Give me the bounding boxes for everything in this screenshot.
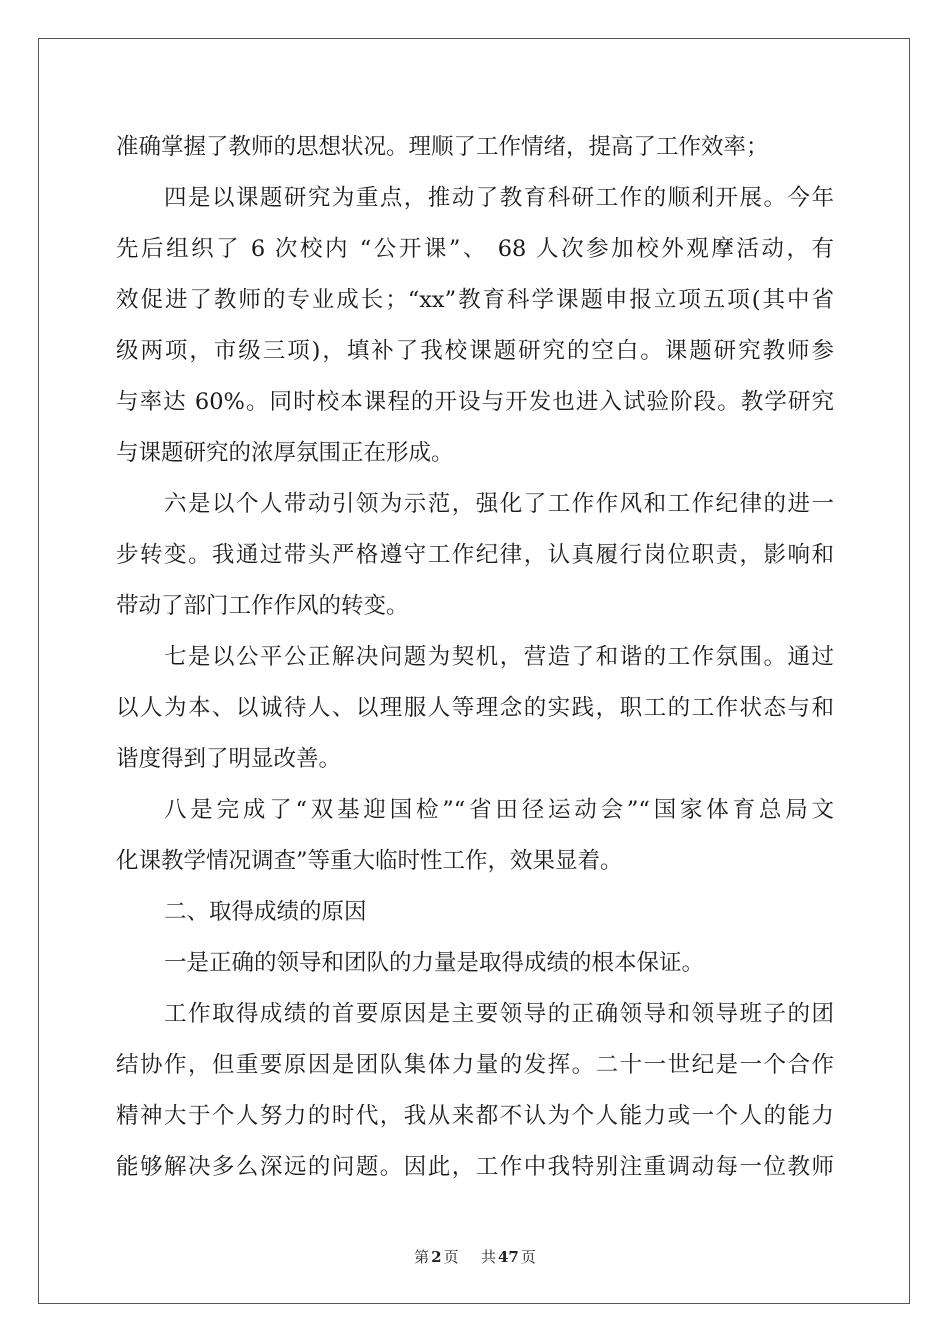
text-line: 级两项，市级三项)，填补了我校课题研究的空白。课题研究教师参 <box>116 338 834 364</box>
text-line: 以人为本、以诚待人、以理服人等理念的实践，职工的工作状态与和 <box>116 695 834 721</box>
text-line: 八是完成了“双基迎国检”“省田径运动会”“国家体育总局文 <box>164 797 834 823</box>
text-line: 精神大于个人努力的时代，我从来都不认为个人能力或一个人的能力 <box>116 1103 834 1129</box>
section-heading: 二、取得成绩的原因 <box>164 899 367 925</box>
text-line: 带动了部门工作作风的转变。 <box>116 593 409 619</box>
text-line: 结协作，但重要原因是团队集体力量的发挥。二十一世纪是一个合作 <box>116 1052 834 1078</box>
text-line: 七是以公平公正解决问题为契机，营造了和谐的工作氛围。通过 <box>164 644 834 670</box>
text-line: 步转变。我通过带头严格遵守工作纪律，认真履行岗位职责，影响和 <box>116 542 834 568</box>
page-number: 第 2 页 <box>414 1248 459 1266</box>
text-line: 四是以课题研究为重点，推动了教育科研工作的顺利开展。今年 <box>164 185 834 211</box>
document-body <box>116 122 834 1193</box>
text-line: 谐度得到了明显改善。 <box>116 746 342 772</box>
text-line: 工作取得成绩的首要原因是主要领导的正确领导和领导班子的团 <box>164 1001 834 1027</box>
text-line: 与课题研究的浓厚氛围正在形成。 <box>116 440 454 466</box>
text-line: 能够解决多么深远的问题。因此，工作中我特别注重调动每一位教师 <box>116 1154 834 1180</box>
text-line: 先后组织了 6 次校内 “公开课”、 68 人次参加校外观摩活动，有 <box>116 236 834 262</box>
text-line: 一是正确的领导和团队的力量是取得成绩的根本保证。 <box>164 950 705 976</box>
text-line: 六是以个人带动引领为示范，强化了工作作风和工作纪律的进一 <box>164 491 834 517</box>
text-line: 与率达 60%。同时校本课程的开设与开发也进入试验阶段。教学研究 <box>116 389 834 415</box>
text-line: 准确掌握了教师的思想状况。理顺了工作情绪，提高了工作效率； <box>116 134 769 160</box>
text-line: 化课教学情况调查”等重大临时性工作，效果显着。 <box>116 848 623 874</box>
page-footer <box>0 1246 950 1267</box>
total-pages: 共 47 页 <box>480 1248 536 1266</box>
text-line: 效促进了教师的专业成长；“xx”教育科学课题申报立项五项(其中省 <box>116 287 834 313</box>
